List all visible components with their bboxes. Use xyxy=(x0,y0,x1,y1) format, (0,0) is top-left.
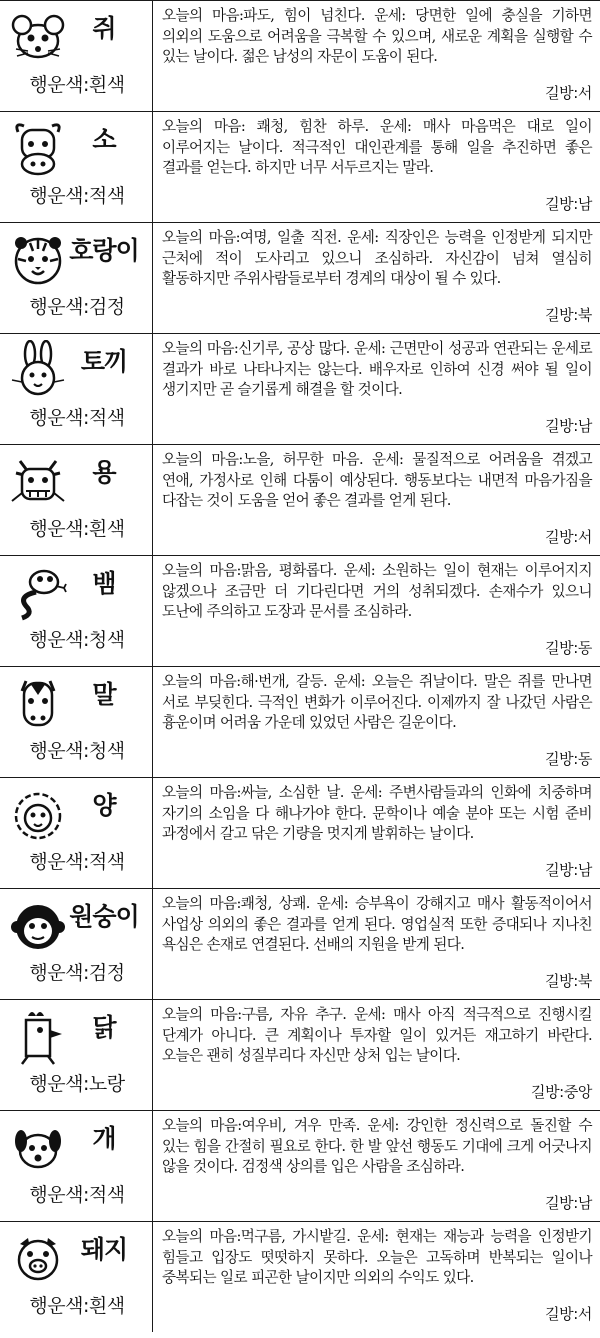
zodiac-row xyxy=(0,333,600,444)
zodiac-row xyxy=(0,777,600,888)
column-divider xyxy=(152,334,153,444)
zodiac-row xyxy=(0,999,600,1110)
column-divider xyxy=(152,778,153,888)
fortune-text: 오늘의 마음:쾌청, 상쾌. 운세: 승부욕이 강해지고 매사 활동적이어서 사업상 의외의 좋은 결과를 얻게 된다. 영업실적 또한 증대되나 지나친 욕심은 손재로 연결된다. 선배의 지원을 받게 된다. xyxy=(162,895,592,953)
column-divider xyxy=(152,1111,153,1221)
lucky-color: 행운색:적색 xyxy=(29,185,125,207)
lucky-color: 행운색:검정 xyxy=(29,296,125,318)
lucky-color: 행운색:검정 xyxy=(29,962,125,984)
lucky-color: 행운색:적색 xyxy=(29,851,125,873)
zodiac-sign-cell xyxy=(0,1222,152,1332)
zodiac-row xyxy=(0,888,600,999)
fortune-text: 오늘의 마음:해·번개, 갈등. 운세: 오늘은 쥐날이다. 말은 쥐를 만나면 서로 부딪힌다. 극적인 변화가 이루어진다. 이제까지 잘 나갔던 사람은 흉운이며 어려움 가운데 있었던 사람은 길운이다. xyxy=(162,673,592,731)
column-divider xyxy=(152,1,153,111)
fortune-text: 오늘의 마음:신기루, 공상 많다. 운세: 근면만이 성공과 연관되는 운세로 결과가 바로 나타나지는 않는다. 배우자로 인하여 신경 써야 될 일이 생기지만 곧 슬기롭게 해결을 할 것이다. xyxy=(162,340,592,398)
lucky-direction: 길방:남 xyxy=(541,861,592,879)
fortune-text: 오늘의 마음:먹구름, 가시밭길. 운세: 현재는 재능과 능력을 인정받기 힘들고 입장도 떳떳하지 못하다. 오늘은 고독하며 반복되는 일이나 중복되는 일로 피곤한 날이지만 의외의 수익도 있다. xyxy=(162,1228,592,1286)
fortune-text: 오늘의 마음:여명, 일출 직전. 운세: 직장인은 능력을 인정받게 되지만 근처에 적이 도사리고 있으니 조심하라. 자신감이 넘쳐 열심히 활동하지만 주위사람들로부터 경계의 대상이 될 수 있다. xyxy=(162,229,592,287)
lucky-color: 행운색:청색 xyxy=(29,629,125,651)
fortune-text: 오늘의 마음:노을, 허무한 마음. 운세: 물질적으로 어려움을 겪겠고 연애, 가정사로 인해 다툼이 예상된다. 행동보다는 내면적 마음가짐을 다잡는 것이 도움을 얻어 좋은 결과를 얻게 된다. xyxy=(162,451,592,509)
zodiac-animal-name: 말 xyxy=(92,680,116,709)
zodiac-animal-name: 원숭이 xyxy=(69,902,139,931)
zodiac-row xyxy=(0,111,600,222)
lucky-direction: 길방:남 xyxy=(541,195,592,213)
dragon-icon xyxy=(8,451,68,511)
zodiac-animal-name: 쥐 xyxy=(92,14,116,43)
zodiac-animal-name: 개 xyxy=(92,1124,116,1153)
zodiac-sign-cell xyxy=(0,1000,152,1110)
lucky-direction: 길방:북 xyxy=(541,306,592,324)
lucky-direction: 길방:남 xyxy=(541,417,592,435)
lucky-direction: 길방:동 xyxy=(541,639,592,657)
lucky-color: 행운색:적색 xyxy=(29,407,125,429)
rat-icon xyxy=(8,7,68,67)
zodiac-sign-cell xyxy=(0,223,152,333)
lucky-color: 행운색:적색 xyxy=(29,1184,125,1206)
lucky-direction: 길방:서 xyxy=(541,528,592,546)
column-divider xyxy=(152,889,153,999)
zodiac-sign-cell xyxy=(0,112,152,222)
zodiac-animal-name: 소 xyxy=(92,125,116,154)
lucky-direction: 길방:남 xyxy=(541,1194,592,1212)
fortune-text: 오늘의 마음:싸늘, 소심한 날. 운세: 주변사람들과의 인화에 치중하며 자기의 소임을 다 해나가야 한다. 문학이나 예술 분야 또는 시험 준비 과정에서 갈고 닦은 기량을 멋지게 발휘하는 날이다. xyxy=(162,784,592,842)
zodiac-animal-name: 돼지 xyxy=(80,1235,128,1264)
zodiac-animal-name: 호랑이 xyxy=(69,236,139,265)
lucky-color: 행운색:흰색 xyxy=(29,74,125,96)
fortune-text: 오늘의 마음:구름, 자유 추구. 운세: 매사 아직 적극적으로 진행시킬 단계가 아니다. 큰 계획이나 투자할 일이 있거든 재고하기 바란다. 오늘은 괜히 성질부리다 자신만 상처 입는 날이다. xyxy=(162,1006,592,1064)
column-divider xyxy=(152,445,153,555)
rooster-icon xyxy=(8,1006,68,1066)
rabbit-icon xyxy=(8,340,68,400)
zodiac-animal-name: 용 xyxy=(92,458,116,487)
ox-icon xyxy=(8,118,68,178)
column-divider xyxy=(152,223,153,333)
zodiac-animal-name: 닭 xyxy=(92,1013,116,1042)
zodiac-animal-name: 양 xyxy=(92,791,116,820)
lucky-direction: 길방:북 xyxy=(541,972,592,990)
fortune-text: 오늘의 마음: 쾌청, 힘찬 하루. 운세: 매사 마음먹은 대로 일이 이루어지는 날이다. 적극적인 대인관계를 통해 일을 추진하면 좋은 결과를 얻는다. 하지만 너무 서두르지는 말라. xyxy=(162,118,592,176)
fortune-text: 오늘의 마음:맑음, 평화롭다. 운세: 소원하는 일이 현재는 이루어지지 않겠으나 조금만 더 기다린다면 거의 성취되겠다. 손재수가 있으니 도난에 주의하고 도장과 문서를 조심하라. xyxy=(162,562,592,620)
zodiac-row xyxy=(0,222,600,333)
lucky-color: 행운색:흰색 xyxy=(29,518,125,540)
monkey-icon xyxy=(8,895,68,955)
zodiac-row xyxy=(0,1110,600,1221)
zodiac-sign-cell xyxy=(0,556,152,666)
zodiac-row xyxy=(0,666,600,777)
lucky-direction: 길방:서 xyxy=(541,84,592,102)
fortune-text: 오늘의 마음:파도, 힘이 넘친다. 운세: 당면한 일에 충실을 기하면 의외의 도움으로 어려움을 극복할 수 있으며, 새로운 계획을 실행할 수 있는 날이다. 젊은 남성의 자문이 도움이 된다. xyxy=(162,7,592,65)
lucky-direction: 길방:중앙 xyxy=(527,1083,592,1101)
sheep-icon xyxy=(8,784,68,844)
zodiac-row xyxy=(0,0,600,111)
zodiac-row xyxy=(0,444,600,555)
column-divider xyxy=(152,667,153,777)
column-divider xyxy=(152,112,153,222)
zodiac-sign-cell xyxy=(0,778,152,888)
zodiac-sign-cell xyxy=(0,1,152,111)
zodiac-animal-name: 뱀 xyxy=(92,569,116,598)
column-divider xyxy=(152,1222,153,1332)
lucky-color: 행운색:노랑 xyxy=(29,1073,125,1095)
zodiac-sign-cell xyxy=(0,445,152,555)
pig-icon xyxy=(8,1228,68,1288)
zodiac-sign-cell xyxy=(0,334,152,444)
column-divider xyxy=(152,1000,153,1110)
dog-icon xyxy=(8,1117,68,1177)
zodiac-row xyxy=(0,555,600,666)
lucky-direction: 길방:동 xyxy=(541,750,592,768)
tiger-icon xyxy=(8,229,68,289)
zodiac-animal-name: 토끼 xyxy=(80,347,128,376)
zodiac-sign-cell xyxy=(0,1111,152,1221)
zodiac-sign-cell xyxy=(0,667,152,777)
zodiac-row xyxy=(0,1221,600,1332)
column-divider xyxy=(152,556,153,666)
horse-icon xyxy=(8,673,68,733)
lucky-direction: 길방:서 xyxy=(541,1305,592,1323)
zodiac-sign-cell xyxy=(0,889,152,999)
lucky-color: 행운색:청색 xyxy=(29,740,125,762)
lucky-color: 행운색:흰색 xyxy=(29,1295,125,1317)
snake-icon xyxy=(8,562,68,622)
fortune-text: 오늘의 마음:여우비, 겨우 만족. 운세: 강인한 정신력으로 돌진할 수 있는 힘을 간절히 필요로 한다. 한 발 앞선 행동도 기대에 크게 어긋나지 않을 것이다. 검정색 상의를 입은 사람을 조심하라. xyxy=(162,1117,592,1175)
